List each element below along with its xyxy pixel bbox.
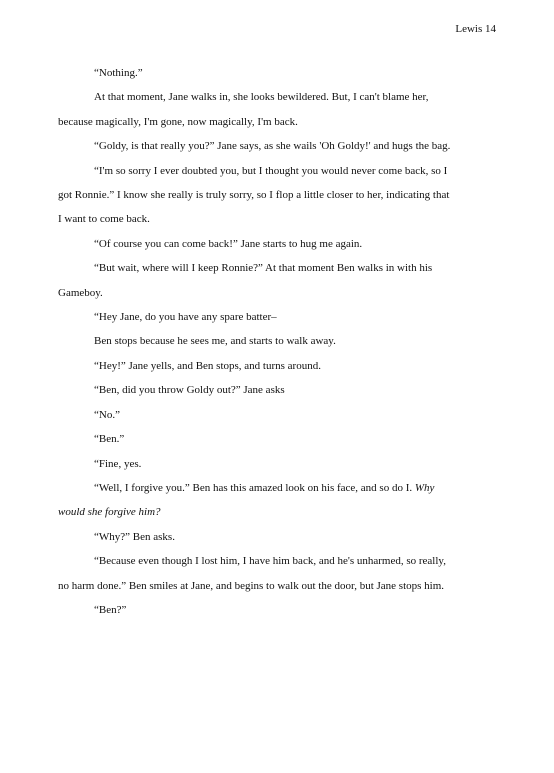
text-line: “Hey!” Jane yells, and Ben stops, and turns around. [94, 359, 321, 372]
text-line: Gameboy. [58, 286, 103, 299]
text-line [58, 500, 495, 524]
text-line: got Ronnie.” I know she really is truly sorry, so I flop a little closer to her, indicating that [58, 189, 450, 202]
text-line: “No.” [94, 408, 120, 421]
text-line: “Ben?” [94, 603, 127, 616]
text-line: I want to come back. [58, 213, 150, 226]
text-line: “But wait, where will I keep Ronnie?” At that moment Ben walks in with his [94, 262, 433, 275]
text-line: Ben stops because he sees me, and starts to walk away. [94, 335, 336, 348]
text-line: “Because even though I lost him, I have him back, and he's unharmed, so really, [94, 555, 446, 568]
italic-thought: would she forgive him? [58, 506, 161, 519]
text-line: “Ben, did you throw Goldy out?” Jane asks [94, 384, 285, 397]
text-line: “Goldy, is that really you?” Jane says, as she wails 'Oh Goldy!' and hugs the bag. [94, 140, 451, 153]
text-line: “Nothing.” [94, 67, 143, 79]
text-line: no harm done.” Ben smiles at Jane, and begins to walk out the door, but Jane stops him. [58, 579, 445, 592]
running-head: Lewis 14 [455, 23, 496, 35]
text-line: “Well, I forgive you.” Ben has this amazed look on his face, and so do I. Why [94, 481, 435, 494]
text-line: “Ben.” [94, 433, 125, 446]
text-line: “Fine, yes. [94, 457, 142, 470]
text-line: At that moment, Jane walks in, she looks bewildered. But, I can't blame her, [94, 91, 429, 104]
text-line: “Why?” Ben asks. [94, 530, 175, 543]
text-line: “I'm so sorry I ever doubted you, but I thought you would never come back, so I [94, 164, 448, 177]
text-line: because magically, I'm gone, now magically, I'm back. [58, 115, 298, 128]
manuscript-body [58, 61, 495, 622]
text-line: “Hey Jane, do you have any spare batter– [94, 311, 277, 324]
italic-thought: Why [414, 481, 435, 494]
text-line: “Of course you can come back!” Jane starts to hug me again. [94, 237, 363, 250]
